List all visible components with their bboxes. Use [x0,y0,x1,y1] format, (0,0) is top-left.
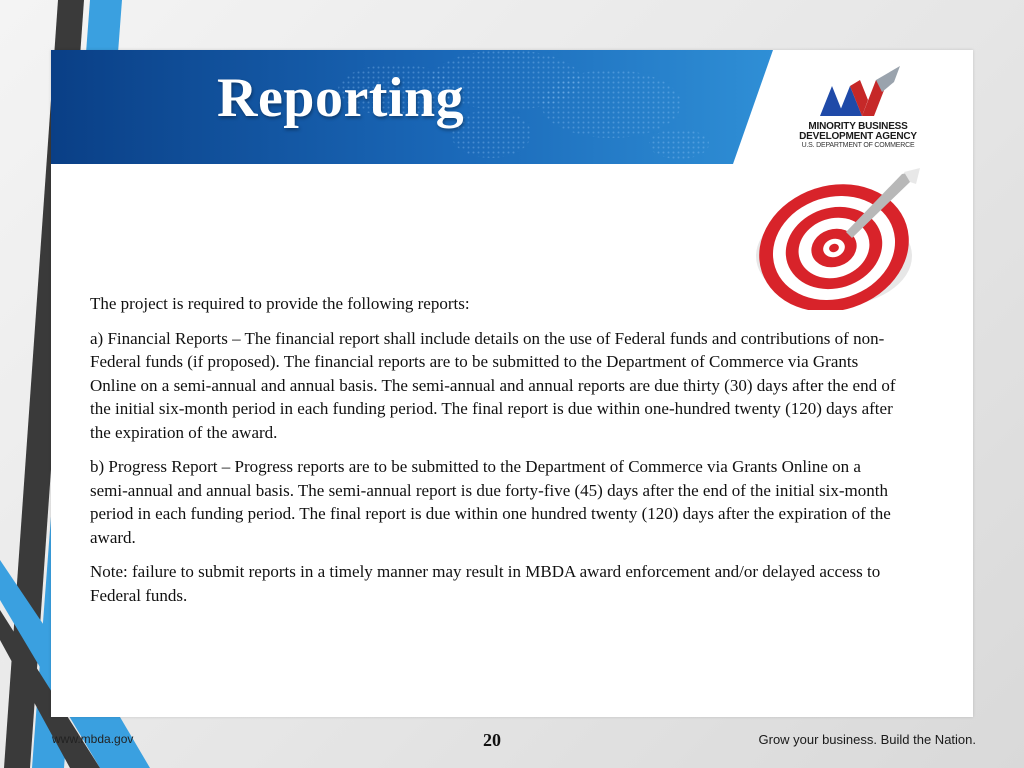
mbda-logo [793,64,923,154]
header-banner [51,50,973,164]
page-number: 20 [483,730,501,750]
progress-report-paragraph: b) Progress Report – Progress reports are to be submitted to the Department of Commerce via Grants Online on a semi-annual and annual basis. The semi-annual report is due forty-five (45) days after the end of the initial six-month period in each funding period. The final report is due within one hundred twenty (120) days after the expiration of the award. [90,457,891,547]
logo-text-line3: U.S. DEPARTMENT OF COMMERCE [801,142,915,149]
slide-content-area [51,50,973,717]
footer-website-link[interactable]: www.mbda.gov [52,732,134,746]
logo-text-line1: MINORITY BUSINESS [808,121,908,132]
page-title: Reporting [217,67,465,129]
footer-tagline: Grow your business. Build the Nation. [758,732,976,747]
mbda-logo-icon [816,64,900,118]
financial-reports-paragraph: a) Financial Reports – The financial report shall include details on the use of Federal funds and contributions of non-Federal funds (if proposed). The financial reports are to be submitted to the Department of Commerce via Grants Online on a semi-annual and annual basis. The semi-annual and annual reports are due thirty (30) days after the end of the initial six-month period in each funding period. The final report is due within one-hundred twenty (120) days after the expiration of the award. [90,328,896,442]
note-paragraph: Note: failure to submit reports in a timely manner may result in MBDA award enforcement and/or delayed access to Federal funds. [90,562,881,605]
intro-paragraph: The project is required to provide the following reports: [90,294,470,313]
target-icon [754,168,924,310]
report-requirements-text [90,292,902,618]
logo-text-line2: DEVELOPMENT AGENCY [799,131,917,142]
